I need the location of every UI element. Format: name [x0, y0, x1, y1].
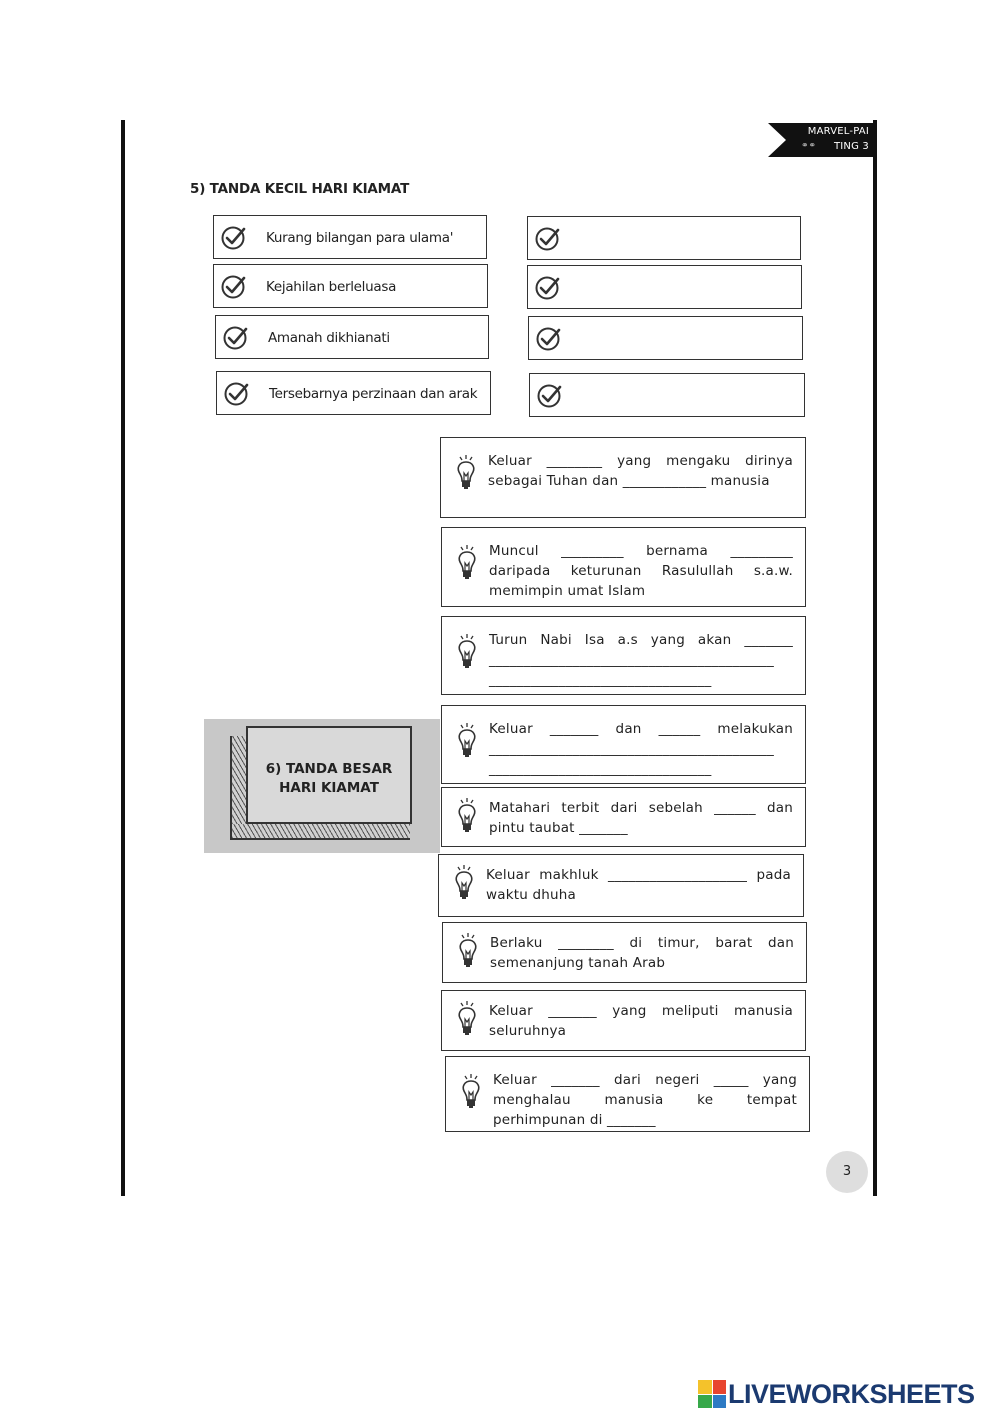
checkmark-icon	[222, 325, 248, 351]
major-sign-text: Muncul _________ bernama _________ daripada keturunan Rasulullah s.a.w. memimpin umat Islam	[489, 543, 793, 599]
page-border-right	[873, 120, 877, 1196]
header-ribbon	[768, 123, 873, 157]
major-sign-item	[438, 854, 804, 917]
page-border-left	[121, 120, 125, 1196]
major-sign-item	[441, 527, 806, 607]
lightbulb-icon	[455, 999, 479, 1037]
lightbulb-icon	[454, 453, 478, 491]
liveworksheets-wordmark: LIVEWORKSHEETS	[728, 1378, 975, 1409]
checkmark-icon	[535, 326, 561, 352]
minor-sign-blank	[527, 216, 801, 260]
major-sign-text: Keluar _______ dari negeri _____ yang menghalau manusia ke tempat perhimpunan di _______	[493, 1072, 797, 1128]
box-shadow-bottom	[232, 824, 410, 840]
lightbulb-icon	[459, 1072, 483, 1110]
checkmark-icon	[220, 225, 246, 251]
liveworksheets-logo	[698, 1377, 975, 1411]
major-sign-item	[442, 922, 807, 983]
lightbulb-icon	[456, 931, 480, 969]
section6-title: 6) TANDA BESAR HARI KIAMAT	[265, 761, 393, 796]
lightbulb-icon	[455, 632, 479, 670]
ribbon-subtitle: TING 3	[833, 141, 869, 152]
minor-sign-item-text: Kurang bilangan para ulama'	[266, 230, 454, 246]
section6-title-box	[246, 726, 412, 824]
minor-sign-item	[216, 371, 491, 415]
major-sign-item	[441, 787, 806, 847]
liveworksheets-logo-icon	[698, 1380, 726, 1408]
minor-sign-item-text: Tersebarnya perzinaan dan arak	[269, 386, 478, 402]
lightbulb-icon	[455, 721, 479, 759]
glasses-icon: ⚭⚭	[801, 140, 817, 150]
major-sign-text: Keluar ________ yang mengaku dirinya sebagai Tuhan dan ____________ manusia	[488, 453, 793, 489]
minor-sign-item	[213, 264, 488, 308]
major-sign-item	[441, 705, 806, 784]
minor-sign-item	[213, 215, 487, 259]
major-sign-item	[441, 616, 806, 695]
minor-sign-item	[215, 315, 489, 359]
checkmark-icon	[223, 381, 249, 407]
major-sign-text: Berlaku ________ di timur, barat dan semenanjung tanah Arab	[490, 935, 794, 971]
major-sign-text: Keluar _______ dan ______ melakukan _________________________________________ ________________________________	[489, 721, 793, 777]
major-sign-text: Matahari terbit dari sebelah ______ dan pintu taubat _______	[489, 800, 793, 836]
ribbon-title: MARVEL-PAI	[807, 126, 869, 137]
lightbulb-icon	[455, 543, 479, 581]
minor-sign-blank	[529, 373, 805, 417]
checkmark-icon	[536, 383, 562, 409]
checkmark-icon	[220, 274, 246, 300]
minor-sign-item-text: Amanah dikhianati	[268, 330, 390, 346]
major-sign-text: Keluar makhluk ____________________ pada waktu dhuha	[486, 867, 791, 903]
minor-sign-blank	[527, 265, 802, 309]
minor-sign-blank	[528, 316, 803, 360]
minor-sign-item-text: Kejahilan berleluasa	[266, 279, 397, 295]
major-sign-text: Keluar _______ yang meliputi manusia seluruhnya	[489, 1003, 793, 1039]
major-sign-text: Turun Nabi Isa a.s yang akan _______ _________________________________________ ________________________________	[489, 632, 793, 688]
checkmark-icon	[534, 226, 560, 252]
checkmark-icon	[534, 275, 560, 301]
lightbulb-icon	[452, 863, 476, 901]
major-sign-item	[440, 437, 806, 518]
section5-title: 5) TANDA KECIL HARI KIAMAT	[190, 181, 410, 197]
major-sign-item	[441, 990, 806, 1051]
page-number: 3	[826, 1151, 868, 1193]
lightbulb-icon	[455, 796, 479, 834]
major-sign-item	[445, 1056, 810, 1132]
